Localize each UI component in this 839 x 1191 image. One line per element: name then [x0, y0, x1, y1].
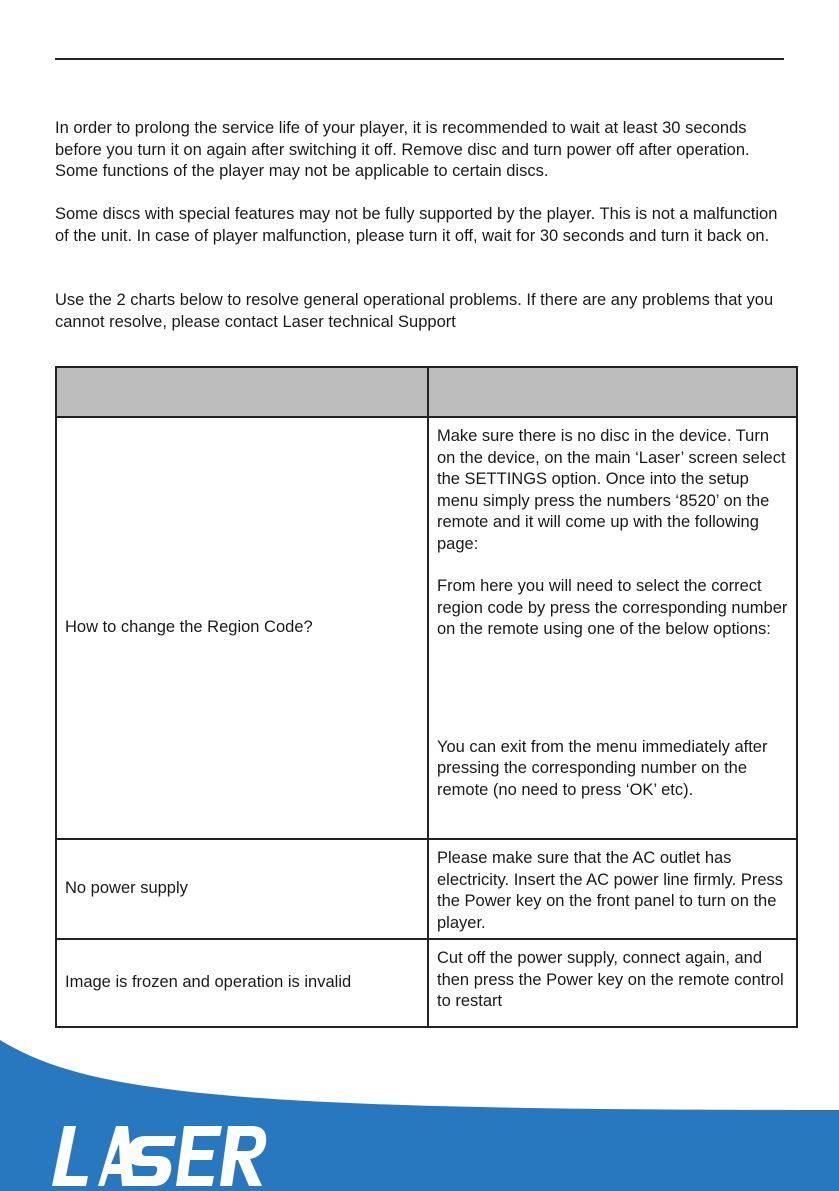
problem-cell: Image is frozen and operation is invalid: [56, 939, 428, 1027]
problem-cell: How to change the Region Code?: [56, 417, 428, 839]
table-row: [56, 939, 797, 1027]
troubleshooting-table: [55, 366, 798, 1028]
intro-paragraph-1: In order to prolong the service life of your player, it is recommended to wait at least 30 seconds before you turn it on again after switching it off. Remove disc and turn power off after operation. Some functions of the player may not be applicable to certain discs.: [55, 119, 750, 180]
table-row: [56, 839, 797, 939]
solution-text: From here you will need to select the correct region code by press the corresponding number on the remote using one of the below options:: [437, 577, 788, 638]
solution-text: Make sure there is no disc in the device. Turn on the device, on the main ‘Laser’ screen select the SETTINGS option. Once into the setup menu simply press the numbers ‘8520’ on the remote and it will come up with the following page:: [437, 427, 786, 553]
footer-band: [0, 1040, 839, 1191]
header-rule: [55, 58, 784, 60]
intro-paragraph-2: Some discs with special features may not be fully supported by the player. This is not a malfunction of the unit. In case of player malfunction, please turn it off, wait for 30 seconds and turn it back on.: [55, 205, 778, 245]
solution-text: You can exit from the menu immediately after pressing the corresponding number on the remote (no need to press ‘OK’ etc).: [437, 737, 768, 799]
intro-paragraph-3: Use the 2 charts below to resolve general operational problems. If there are any problems that you cannot resolve, please contact Laser technical Support: [55, 291, 774, 331]
header-cell-problem: [56, 367, 428, 417]
solution-cell: Cut off the power supply, connect again, and then press the Power key on the remote control to restart: [428, 939, 797, 1027]
solution-cell: Please make sure that the AC outlet has electricity. Insert the AC power line firmly. Press the Power key on the front panel to turn on the player.: [428, 839, 797, 939]
header-cell-solution: [428, 367, 797, 417]
problem-cell: No power supply: [56, 839, 428, 939]
solution-cell: [428, 417, 797, 839]
table-header-row: [56, 367, 797, 417]
table-row: [56, 417, 797, 839]
